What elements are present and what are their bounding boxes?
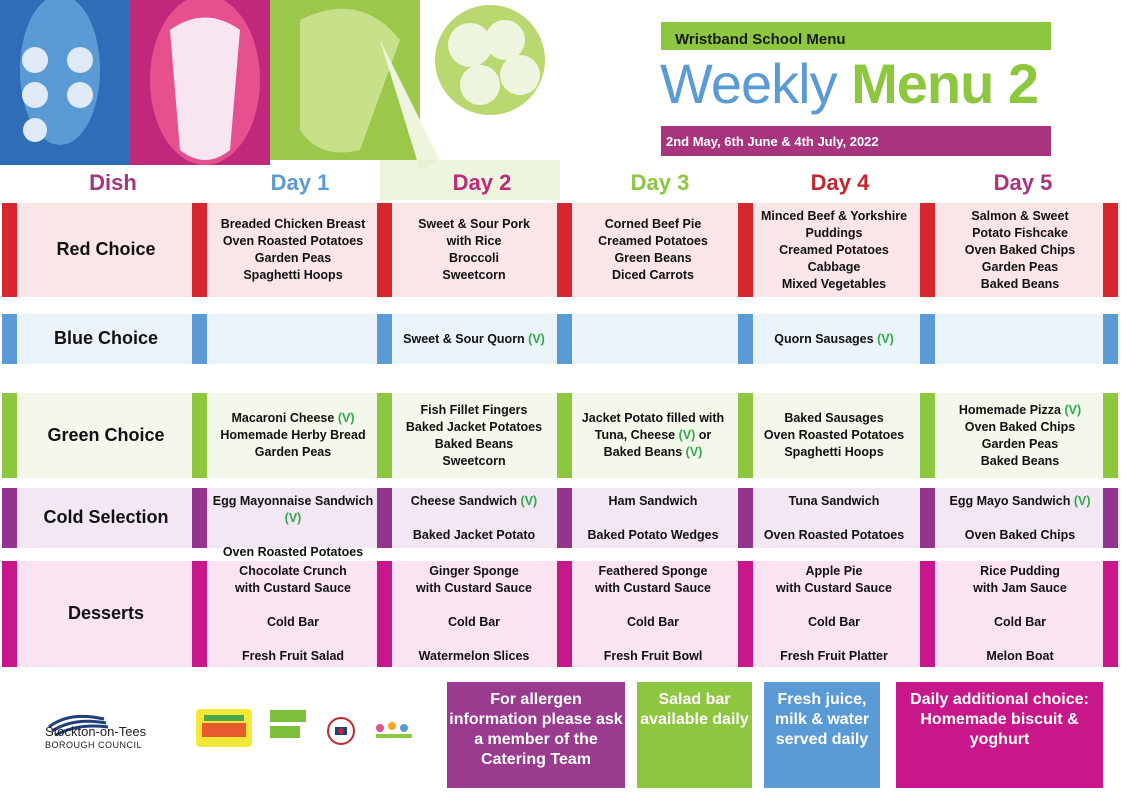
row-label: Cold Selection <box>43 507 169 527</box>
menu-item-line <box>565 597 741 614</box>
menu-item-line <box>565 510 741 527</box>
menu-cell <box>565 563 741 665</box>
menu-dates: 2nd May, 6th June & 4th July, 2022 <box>666 134 879 149</box>
menu-item-line: with Custard Sauce <box>235 581 351 595</box>
menu-cell <box>205 216 381 284</box>
vegetarian-marker: (V) <box>284 510 302 525</box>
menu-item-line: Baked Beans <box>980 276 1060 291</box>
menu-item-line: Fish Fillet Fingers <box>420 402 528 417</box>
vegetarian-marker: (V) <box>1073 493 1091 508</box>
council-sub: BOROUGH COUNCIL <box>45 740 143 750</box>
page-title <box>660 54 1038 114</box>
menu-item-line: Homemade Herby Bread <box>220 428 366 442</box>
menu-item-line <box>932 597 1108 614</box>
menu-cell <box>746 563 922 665</box>
menu-item-line: Potato Fishcake <box>972 225 1068 240</box>
menu-item-line: with Custard Sauce <box>416 581 532 595</box>
menu-item-line: Fresh Fruit Salad <box>241 649 345 663</box>
menu-item-line: Egg Mayo Sandwich (V) <box>949 493 1091 508</box>
row-accent-bar <box>192 314 207 364</box>
menu-item-line: Baked Beans <box>434 436 514 451</box>
menu-item-line: Cold Bar <box>447 615 501 629</box>
menu-item-line: Corned Beef Pie <box>604 217 702 231</box>
menu-item-line: Chocolate Crunch <box>239 564 347 578</box>
menu-item-line: Baked Potato Wedges <box>587 527 719 542</box>
menu-cell <box>386 563 562 665</box>
menu-item-line <box>746 597 922 614</box>
menu-item-line: Cold Bar <box>626 615 680 629</box>
row-accent-bar <box>2 203 17 297</box>
menu-item-line: Cold Bar <box>993 615 1047 629</box>
column-header-day-2: Day 2 <box>452 170 512 195</box>
menu-item-line: with Jam Sauce <box>973 581 1067 595</box>
row-accent-bar <box>2 561 17 667</box>
menu-item-line: Egg Mayonnaise Sandwich (V) <box>212 493 374 525</box>
menu-item-line: Baked Beans (V) <box>603 445 703 459</box>
menu-item-line: Tuna, Cheese (V) or <box>594 428 712 442</box>
menu-item-line: Oven Baked Chips <box>964 242 1076 257</box>
menu-cell <box>205 493 381 561</box>
menu-cell <box>386 331 562 348</box>
column-header-day-4: Day 4 <box>810 170 870 195</box>
menu-item-line <box>205 597 381 614</box>
row-accent-bar <box>2 314 17 364</box>
column-header-day-1: Day 1 <box>270 170 330 195</box>
menu-item-line: Creamed Potatoes <box>598 234 708 248</box>
menu-item-line: Cold Bar <box>807 615 861 629</box>
info-box-3: Fresh juice, milk & water served daily <box>764 682 880 788</box>
menu-item-line: Oven Roasted Potatoes <box>763 428 905 442</box>
menu-item-line: Diced Carrots <box>612 268 694 282</box>
title-menu-number: Menu 2 <box>851 52 1039 115</box>
menu-item-line: Cheese Sandwich (V) <box>410 493 538 508</box>
menu-item-line: Garden Peas <box>254 251 332 265</box>
menu-item-line: Oven Baked Chips <box>964 527 1076 542</box>
school-menu-bar <box>661 22 1051 50</box>
healthy-schools-logo <box>370 720 418 750</box>
award-badge-logo <box>326 716 356 746</box>
menu-cell <box>205 563 381 665</box>
menu-item-line: Melon Boat <box>986 649 1054 663</box>
menu-item-line: Baked Jacket Potatoes <box>405 419 543 434</box>
menu-item-line: Garden Peas <box>981 259 1059 274</box>
menu-item-line: Tuna Sandwich <box>788 493 880 508</box>
change4life-logo <box>196 709 252 747</box>
menu-item-line: Salmon & Sweet <box>971 208 1069 223</box>
menu-item-line: Macaroni Cheese (V) <box>231 411 355 425</box>
menu-cell <box>746 493 922 544</box>
menu-item-line: Jacket Potato filled with <box>581 411 725 425</box>
menu-item-line <box>746 631 922 648</box>
menu-item-line: Homemade Pizza (V) <box>958 402 1082 417</box>
row-label: Desserts <box>67 603 145 623</box>
menu-cell <box>746 410 922 461</box>
menu-item-line: Puddings <box>805 225 863 240</box>
menu-cell <box>565 216 741 284</box>
menu-item-line: Sweetcorn <box>442 453 506 468</box>
menu-item-line: Oven Baked Chips <box>964 419 1076 434</box>
menu-cell <box>932 208 1108 293</box>
menu-item-line <box>205 527 381 544</box>
menu-item-line <box>932 631 1108 648</box>
column-header-day-3: Day 3 <box>630 170 690 195</box>
menu-cell <box>932 402 1108 470</box>
menu-item-line: Sweetcorn <box>442 268 506 282</box>
row-label: Blue Choice <box>53 328 159 348</box>
council-name: Stockton-on-Tees <box>45 724 147 739</box>
row-label: Red Choice <box>56 239 156 259</box>
row-accent-bar <box>920 314 935 364</box>
menu-item-line: Ginger Sponge <box>429 564 519 578</box>
menu-item-line: Baked Jacket Potato <box>412 527 536 542</box>
vegetarian-marker: (V) <box>528 331 545 346</box>
menu-item-line <box>932 510 1108 527</box>
menu-item-line <box>746 510 922 527</box>
menu-item-line <box>386 597 562 614</box>
info-box-4: Daily additional choice: Homemade biscuit & yoghurt <box>896 682 1103 788</box>
menu-item-line: Green Beans <box>614 251 692 265</box>
info-box-2: Salad bar available daily <box>637 682 752 788</box>
menu-item-line <box>205 631 381 648</box>
menu-item-line: Mixed Vegetables <box>781 276 887 291</box>
menu-item-line: Apple Pie <box>805 564 863 578</box>
menu-item-line: Cold Bar <box>266 615 320 629</box>
menu-cell <box>386 216 562 284</box>
vegetarian-marker: (V) <box>520 493 538 508</box>
menu-item-line: Quorn Sausages (V) <box>774 331 894 346</box>
menu-item-line: Spaghetti Hoops <box>243 268 343 282</box>
row-accent-bar <box>1103 314 1118 364</box>
menu-item-line: Garden Peas <box>254 445 332 459</box>
menu-item-line: Watermelon Slices <box>418 649 530 663</box>
menu-item-line: Garden Peas <box>981 436 1059 451</box>
menu-cell <box>746 331 922 348</box>
menu-cell <box>565 410 741 461</box>
menu-item-line: Creamed Potatoes <box>779 242 889 257</box>
school-menu-label: Wristband School Menu <box>675 31 846 48</box>
menu-item-line: Oven Roasted Potatoes <box>222 234 364 248</box>
menu-item-line: Cabbage <box>807 259 861 274</box>
menu-item-line: with Custard Sauce <box>776 581 892 595</box>
vegetarian-marker: (V) <box>685 445 703 459</box>
vegetarian-marker: (V) <box>337 411 355 425</box>
menu-item-line: Spaghetti Hoops <box>784 445 884 459</box>
menu-item-line: Oven Roasted Potatoes <box>763 527 905 542</box>
menu-item-line: Baked Sausages <box>784 411 884 425</box>
menu-item-line: Sweet & Sour Pork <box>418 217 530 231</box>
info-box-1: For allergen information please ask a member of the Catering Team <box>447 682 625 788</box>
menu-item-line: Sweet & Sour Quorn (V) <box>403 331 545 346</box>
menu-item-line: with Rice <box>446 234 502 248</box>
menu-item-line: Breaded Chicken Breast <box>220 217 366 231</box>
menu-item-line: Rice Pudding <box>980 564 1060 578</box>
menu-item-line: Minced Beef & Yorkshire <box>760 208 908 223</box>
column-header-day-5: Day 5 <box>993 170 1053 195</box>
title-weekly: Weekly <box>660 52 837 115</box>
row-label: Green Choice <box>47 424 165 445</box>
menu-cell <box>565 493 741 544</box>
menu-cell <box>205 410 381 461</box>
menu-cell <box>746 208 922 293</box>
menu-item-line <box>386 631 562 648</box>
menu-item-line: Baked Beans <box>980 453 1060 468</box>
menu-item-line: Feathered Sponge <box>598 564 708 578</box>
vegetarian-marker: (V) <box>678 428 696 442</box>
dates-bar <box>661 126 1051 156</box>
menu-cell <box>932 493 1108 544</box>
menu-item-line <box>386 510 562 527</box>
menu-item-line: with Custard Sauce <box>595 581 711 595</box>
menu-cell <box>386 402 562 470</box>
menu-item-line: Broccoli <box>448 251 499 265</box>
row-accent-bar <box>2 393 17 478</box>
row-accent-bar <box>2 488 17 548</box>
food-for-life-logo <box>268 706 310 746</box>
menu-cell <box>932 563 1108 665</box>
menu-item-line: Oven Roasted Potatoes <box>222 544 364 559</box>
menu-item-line: Fresh Fruit Platter <box>780 649 888 663</box>
menu-item-line: Fresh Fruit Bowl <box>603 649 703 663</box>
vegetarian-marker: (V) <box>877 331 894 346</box>
menu-item-line: Ham Sandwich <box>608 493 698 508</box>
column-header-dish: Dish <box>89 170 137 195</box>
menu-cell <box>386 493 562 544</box>
vegetarian-marker: (V) <box>1064 402 1082 417</box>
menu-item-line <box>565 631 741 648</box>
